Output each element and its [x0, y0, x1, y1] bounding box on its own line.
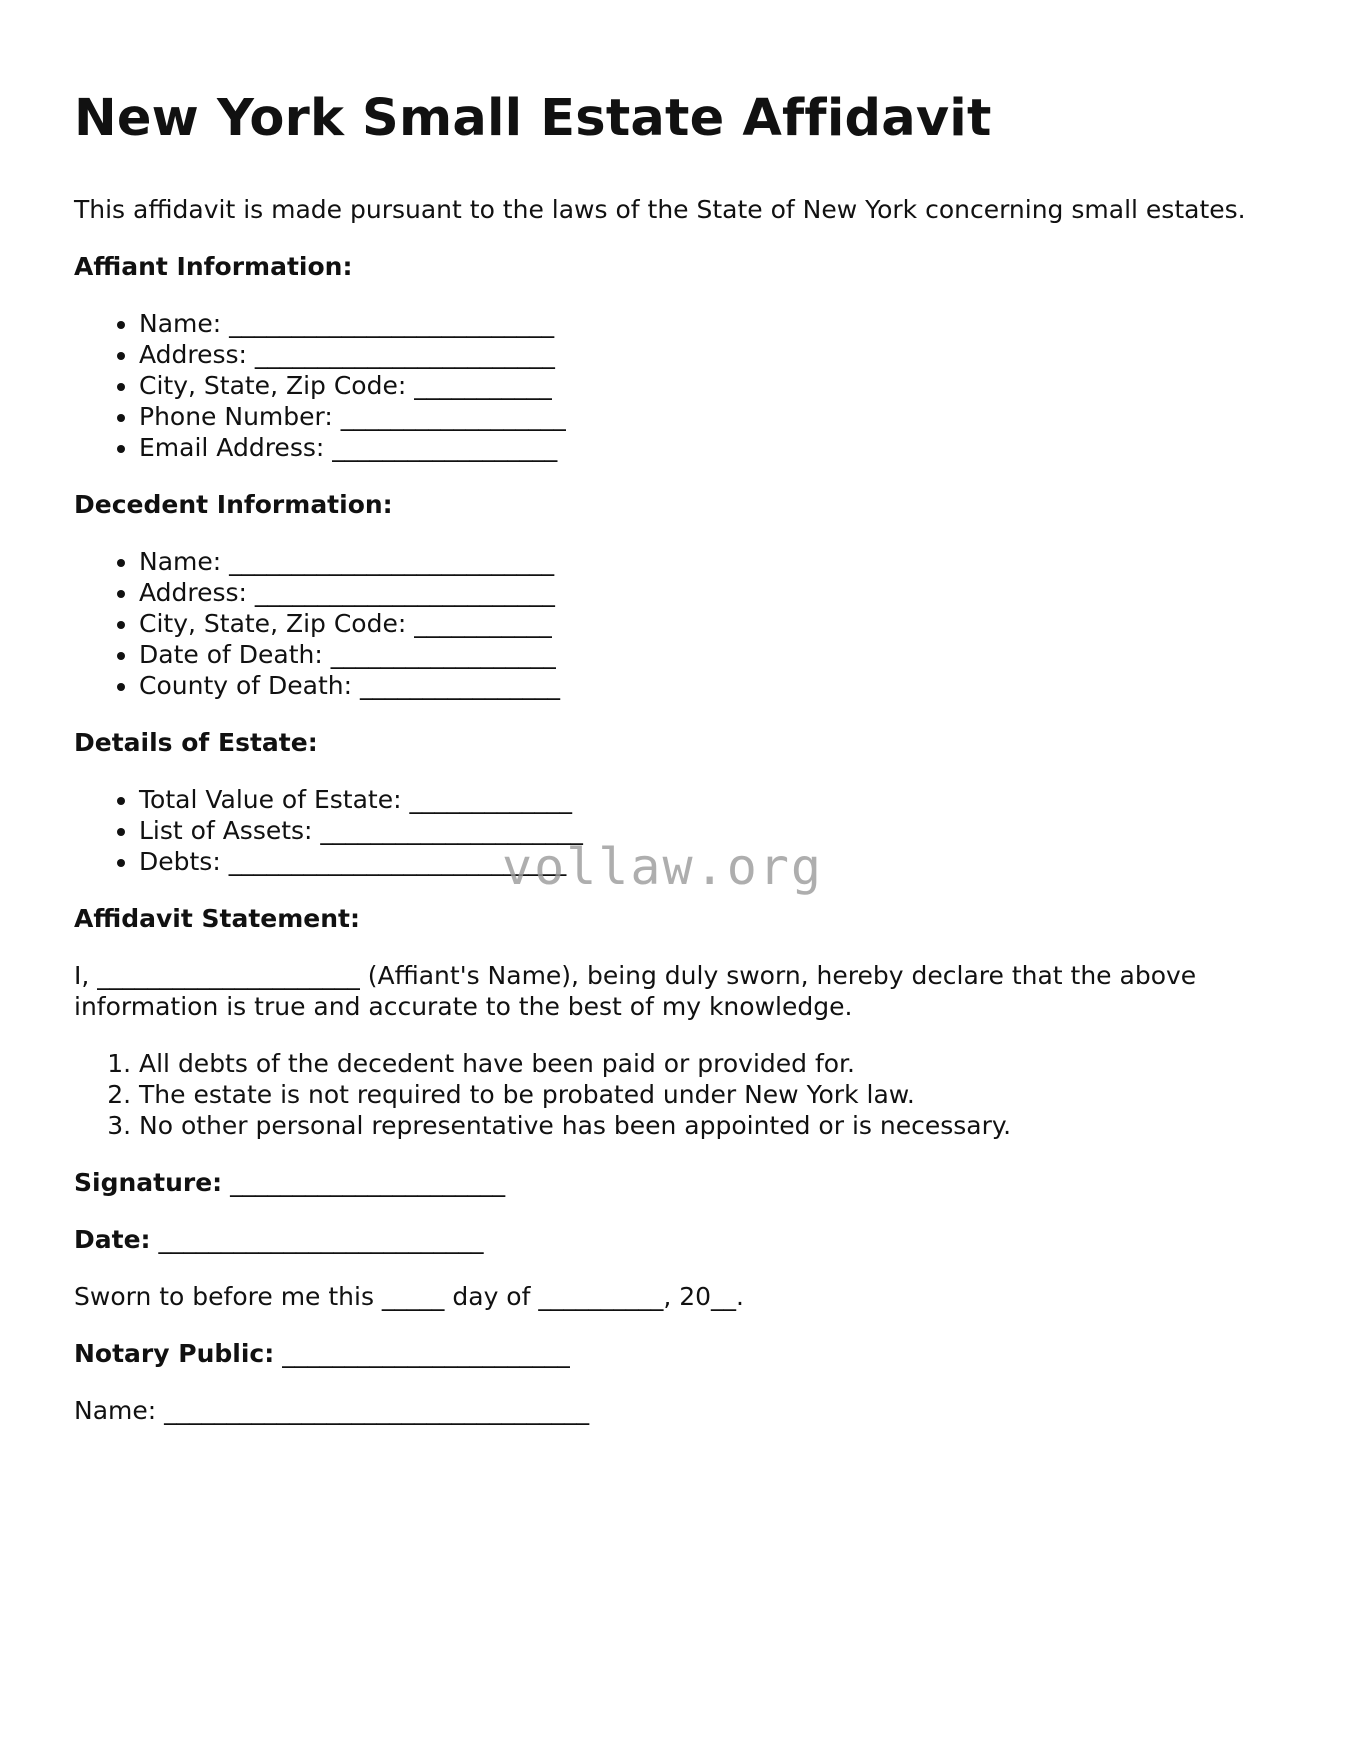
notary-blank: _______________________ — [282, 1339, 570, 1368]
signature-blank: ______________________ — [230, 1168, 506, 1197]
estate-debts-field: • Debts: ___________________________ — [139, 846, 1284, 877]
decedent-heading: Decedent Information: — [74, 490, 393, 519]
estate-total-value-field: • Total Value of Estate: _____________ — [139, 784, 1284, 815]
sworn-line: Sworn to before me this _____ day of __________, 20__. — [74, 1282, 745, 1311]
statement-paragraph: I, _____________________ (Affiant's Name), being duly sworn, hereby declare that the above information is true and accurate to the best of my knowledge. — [74, 961, 1197, 1021]
affiant-list — [74, 308, 1284, 463]
statement-list — [74, 1048, 1284, 1141]
watermark: vollaw.org — [502, 838, 824, 896]
statement-item: 1. All debts of the decedent have been paid or provided for. — [139, 1048, 1284, 1079]
decedent-list — [74, 546, 1284, 701]
statement-heading: Affidavit Statement: — [74, 904, 360, 933]
decedent-address-field: • Address: ________________________ — [139, 577, 1284, 608]
affiant-address-field: • Address: ________________________ — [139, 339, 1284, 370]
intro-paragraph: This affidavit is made pursuant to the laws of the State of New York concerning small estates. — [74, 195, 1246, 224]
statement-item: 2. The estate is not required to be probated under New York law. — [139, 1079, 1284, 1110]
estate-assets-field: • List of Assets: _____________________ — [139, 815, 1284, 846]
notary-line — [74, 1338, 1284, 1369]
document-page — [74, 88, 1284, 1452]
date-label: Date: — [74, 1225, 151, 1254]
affiant-heading: Affiant Information: — [74, 252, 353, 281]
statement-item: 3. No other personal representative has been appointed or is necessary. — [139, 1110, 1284, 1141]
date-line — [74, 1224, 1284, 1255]
affiant-phone-field: • Phone Number: __________________ — [139, 401, 1284, 432]
date-blank: __________________________ — [158, 1225, 484, 1254]
signature-label: Signature: — [74, 1168, 223, 1197]
affiant-name-field: • Name: __________________________ — [139, 308, 1284, 339]
decedent-city-state-zip-field: • City, State, Zip Code: ___________ — [139, 608, 1284, 639]
decedent-date-of-death-field: • Date of Death: __________________ — [139, 639, 1284, 670]
document-title: New York Small Estate Affidavit — [74, 89, 992, 148]
notary-label: Notary Public: — [74, 1339, 275, 1368]
estate-heading: Details of Estate: — [74, 728, 318, 757]
decedent-name-field: • Name: __________________________ — [139, 546, 1284, 577]
affiant-email-field: • Email Address: __________________ — [139, 432, 1284, 463]
affiant-city-state-zip-field: • City, State, Zip Code: ___________ — [139, 370, 1284, 401]
signature-line — [74, 1167, 1284, 1198]
decedent-county-of-death-field: • County of Death: ________________ — [139, 670, 1284, 701]
name-line: Name: __________________________________ — [74, 1396, 590, 1425]
